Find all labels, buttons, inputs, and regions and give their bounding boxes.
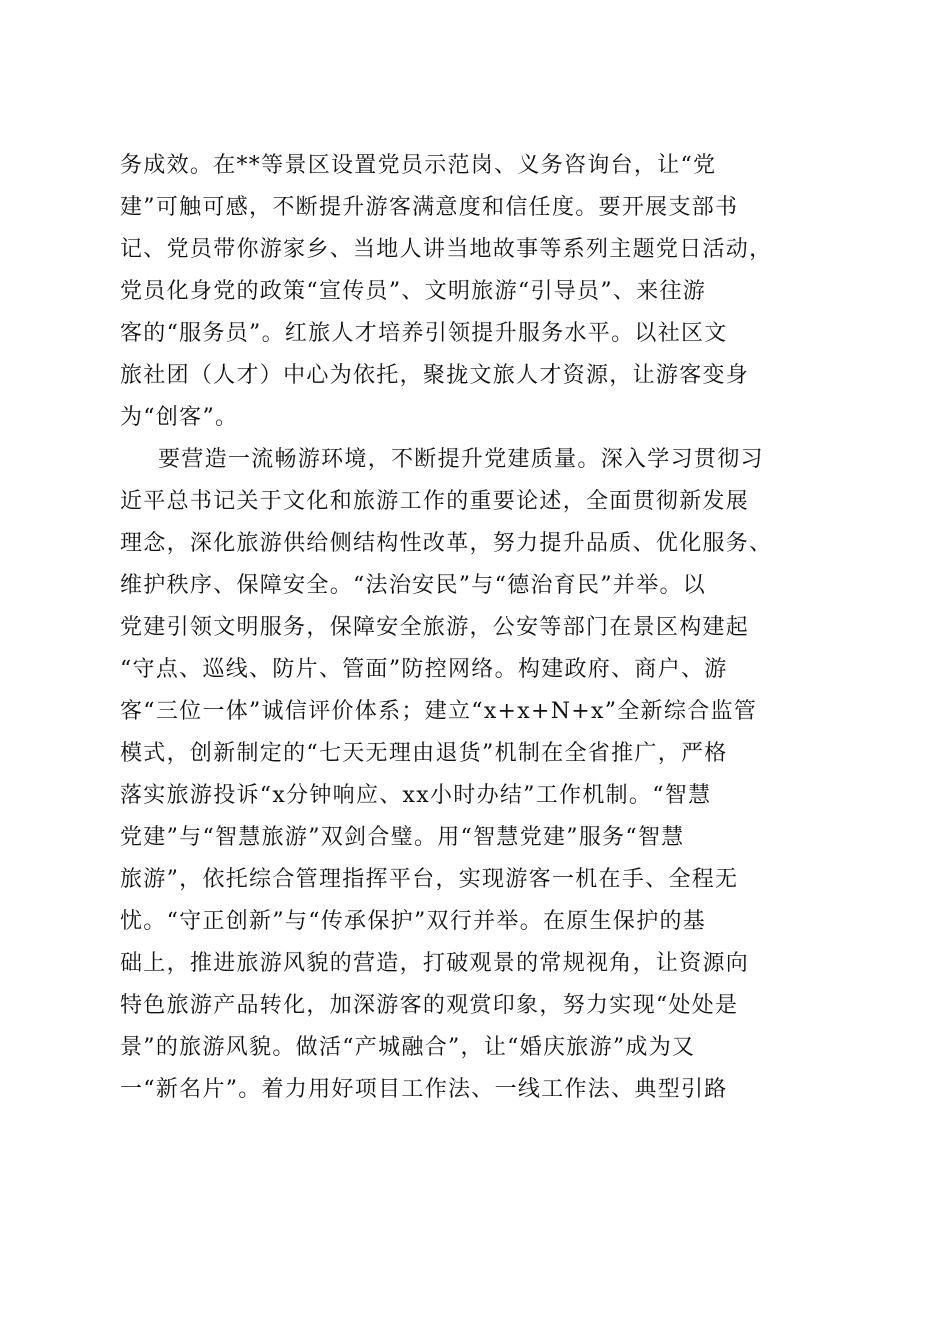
- text-line: 落实旅游投诉“x分钟响应、xx小时办结”工作机制。“智慧: [120, 783, 712, 808]
- text-line: 党建”与“智慧旅游”双剑合璧。用“智慧党建”服务“智慧: [120, 825, 685, 850]
- text-line: 客的“服务员”。红旅人才培养引领提升服务水平。以社区文: [120, 321, 728, 346]
- text-line: 理念，深化旅游供给侧结构性改革，努力提升品质、优化服务、: [120, 531, 773, 556]
- text-line: 一“新名片”。着力用好项目工作法、一线工作法、典型引路: [120, 1077, 728, 1102]
- text-line: 特色旅游产品转化，加深游客的观赏印象，努力实现“处处是: [120, 993, 739, 1018]
- paragraph-2: [120, 439, 840, 1111]
- body-text: [120, 145, 840, 1111]
- text-line: 务成效。在**等景区设置党员示范岗、义务咨询台，让“党: [120, 153, 717, 178]
- text-line: “守点、巡线、防片、管面”防控网络。构建政府、商户、游: [120, 657, 728, 682]
- text-line: 党员化身党的政策“宣传员”、文明旅游“引导员”、来往游: [120, 279, 707, 304]
- text-line: 客“三位一体”诚信评价体系；建立“x+x+N+x”全新综合监管: [120, 699, 758, 724]
- text-line: 为“创客”。: [120, 405, 239, 430]
- text-line: 近平总书记关于文化和旅游工作的重要论述，全面贯彻新发展: [120, 489, 750, 514]
- text-line: 忧。“守正创新”与“传承保护”双行并举。在原生保护的基: [120, 909, 707, 934]
- text-line: 要营造一流畅游环境，不断提升党建质量。深入学习贯彻习: [158, 447, 764, 472]
- text-line: 旅游”，依托综合管理指挥平台，实现游客一机在手、全程无: [120, 867, 739, 892]
- paragraph-1: [120, 145, 840, 439]
- text-line: 建”可触可感，不断提升游客满意度和信任度。要开展支部书: [120, 195, 739, 220]
- text-line: 记、党员带你游家乡、当地人讲当地故事等系列主题党日活动，: [120, 237, 773, 262]
- text-line: 景”的旅游风貌。做活“产城融合”，让“婚庆旅游”成为又: [120, 1035, 696, 1060]
- text-line: 党建引领文明服务，保障安全旅游，公安等部门在景区构建起: [120, 615, 750, 640]
- text-line: 模式，创新制定的“七天无理由退货”机制在全省推广，严格: [120, 741, 728, 766]
- text-line: 旅社团（人才）中心为依托，聚拢文旅人才资源，让游客变身: [120, 363, 750, 388]
- text-line: 维护秩序、保障安全。“法治安民”与“德治育民”并举。以: [120, 573, 707, 598]
- text-line: 础上，推进旅游风貌的营造，打破观景的常规视角，让资源向: [120, 951, 750, 976]
